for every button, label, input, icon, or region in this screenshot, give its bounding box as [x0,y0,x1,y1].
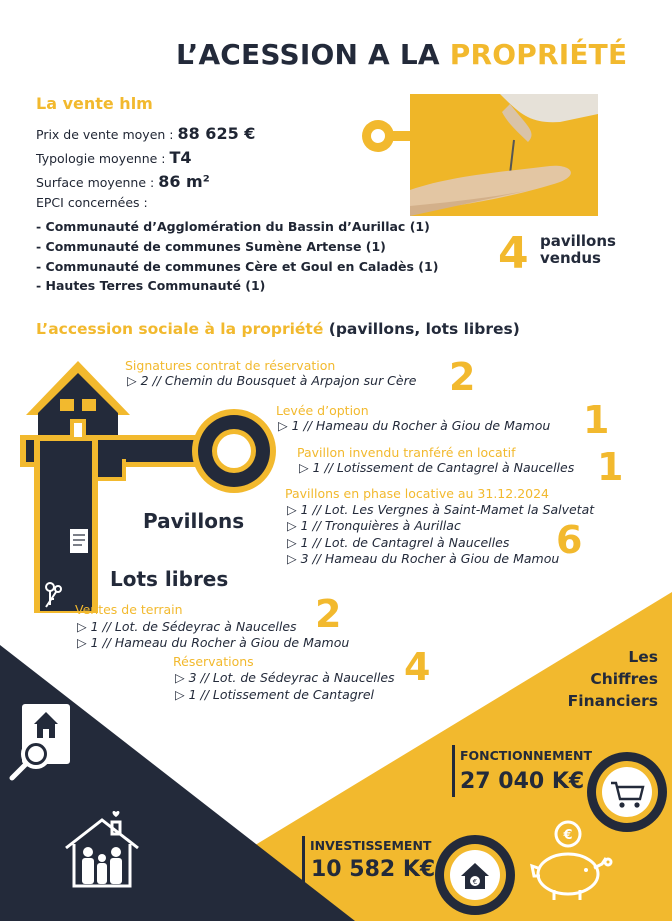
hands-keys-illustration [410,94,598,216]
prix-value: 88 625 € [177,124,256,143]
ventes-terrain-count: 2 [315,592,342,636]
pavillons-label-1: pavillons [540,232,616,250]
chiffres-financiers-title [540,646,658,712]
invendu-count: 1 [597,445,624,489]
investissement-bar [302,836,305,886]
invendu-item: ▷ 1 // Lotissement de Cantagrel à Naucelles [299,460,575,475]
typologie-value: T4 [169,148,192,167]
ventes-terrain-title: Ventes de terrain [75,602,183,617]
locative-item: ▷ 1 // Lot. de Cantagrel à Naucelles [287,535,510,550]
reservations-count: 4 [404,645,431,689]
reservations-title: Réservations [173,654,254,669]
epci-item: - Communauté d’Agglomération du Bassin d’Aurillac (1) [36,219,430,234]
levee-item: ▷ 1 // Hameau du Rocher à Giou de Mamou [278,418,551,433]
locative-item: ▷ 3 // Hameau du Rocher à Giou de Mamou [287,551,560,566]
house-search-icon [8,700,78,782]
title-part-1: L’ACESSION A LA [176,38,450,71]
levee-count: 1 [583,398,610,442]
epci-label: EPCI concernées : [36,195,148,210]
ventes-terrain-item: ▷ 1 // Lot. de Sédeyrac à Naucelles [77,619,297,634]
signatures-item: ▷ 2 // Chemin du Bousquet à Arpajon sur Cère [127,373,417,388]
page-title [176,38,627,71]
pavillons-vendus-count: 4 [498,228,529,279]
surface-line [36,172,210,191]
prix-label: Prix de vente moyen : [36,127,178,142]
fonctionnement-bar [452,745,455,797]
locative-title: Pavillons en phase locative au 31.12.2024 [285,486,550,501]
fin-title-2: Chiffres [590,670,658,688]
levee-title: Levée d’option [276,403,369,418]
reservations-item: ▷ 3 // Lot. de Sédeyrac à Naucelles [175,670,395,685]
piggy-bank-icon [528,818,614,904]
locative-item: ▷ 1 // Lot. Les Vergnes à Saint-Mamet la Salvetat [287,502,595,517]
fonctionnement-value: 27 040 K€ [460,769,585,794]
accession-title-colored: L’accession sociale à la propriété [36,320,329,338]
surface-value: 86 m² [158,172,210,191]
title-part-2: PROPRIÉTÉ [449,38,628,71]
typologie-line [36,148,192,167]
epci-item: - Communauté de communes Sumène Artense (1) [36,239,386,254]
hands-keys-photo [410,94,598,216]
signatures-title: Signatures contrat de réservation [125,358,336,373]
investissement-label: INVESTISSEMENT [310,838,432,853]
surface-label: Surface moyenne : [36,175,159,190]
svg-text:€: € [563,828,573,843]
reservations-item: ▷ 1 // Lotissement de Cantagrel [175,687,374,702]
epci-item: - Hautes Terres Communauté (1) [36,278,266,293]
investissement-value: 10 582 K€ [311,857,436,882]
fin-title-3: Financiers [567,692,658,710]
vente-hlm-title: La vente hlm [36,94,153,113]
fin-title-1: Les [628,648,658,666]
pavillons-label-2: vendus [540,249,601,267]
accession-title-plain: (pavillons, lots libres) [328,320,520,338]
locative-count: 6 [556,518,583,562]
house-euro-icon [434,834,516,916]
prix-line [36,124,255,143]
locative-item: ▷ 1 // Tronquières à Aurillac [287,518,461,533]
pavillons-vendus-label [540,233,616,267]
fonctionnement-label: FONCTIONNEMENT [460,748,593,763]
epci-item: - Communauté de communes Cère et Goul en Caladès (1) [36,259,439,274]
family-house-icon [62,808,142,890]
svg-text:€: € [472,878,478,886]
invendu-title: Pavillon invendu tranféré en locatif [297,445,516,460]
signatures-count: 2 [449,355,476,399]
ventes-terrain-item: ▷ 1 // Hameau du Rocher à Giou de Mamou [77,635,350,650]
typologie-label: Typologie moyenne : [36,151,170,166]
lots-libres-label: Lots libres [110,567,229,591]
pavillons-label: Pavillons [143,509,245,533]
accession-title [36,320,520,338]
